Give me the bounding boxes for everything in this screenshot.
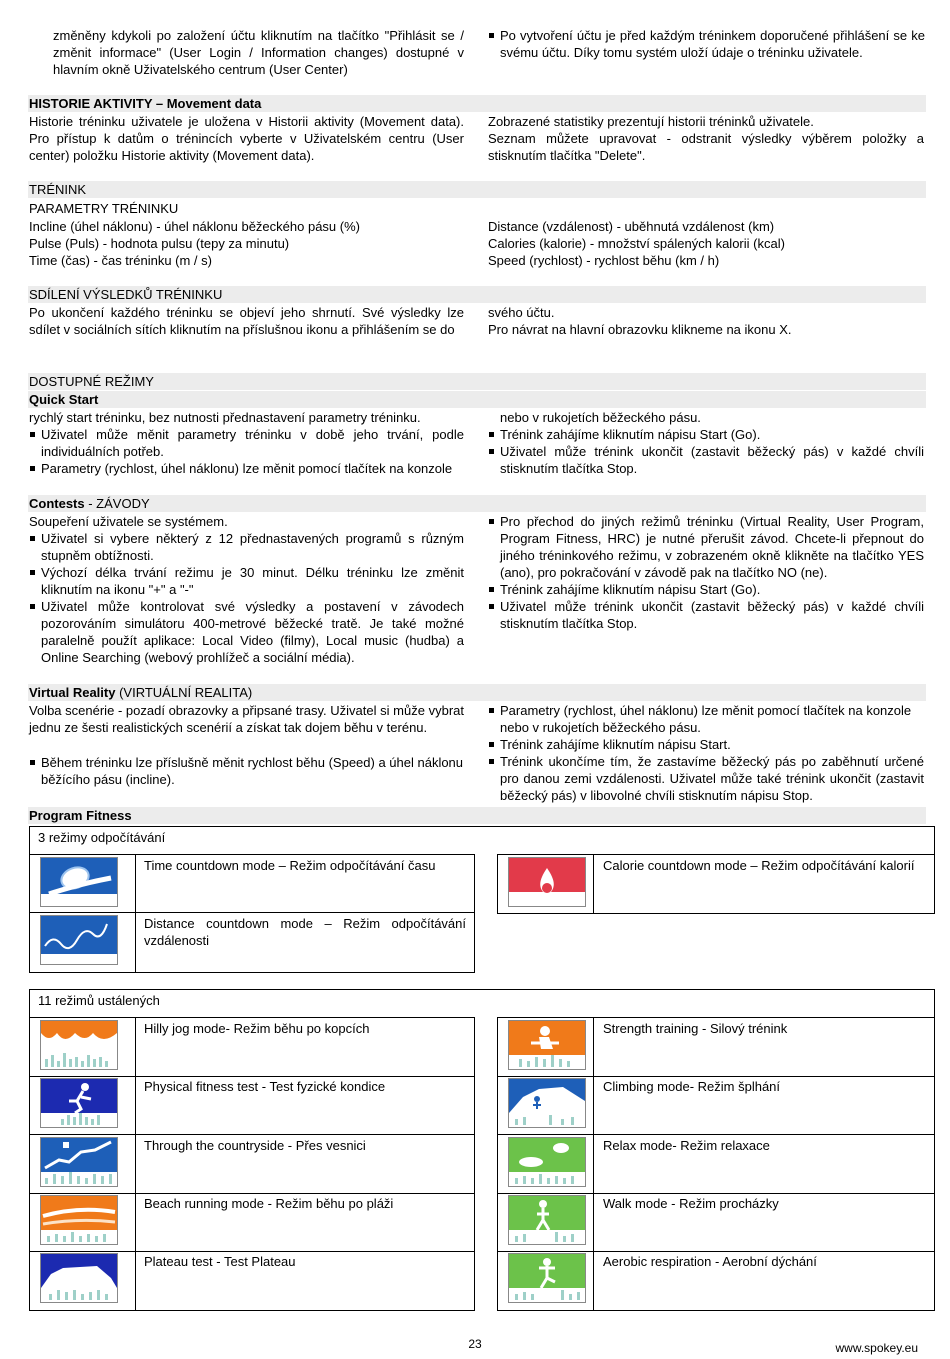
sharing-right-line1: svého účtu.: [488, 305, 555, 320]
steady-label: Relax mode- Režim relaxace: [603, 1138, 770, 1153]
modes-heading: DOSTUPNÉ REŽIMY: [29, 374, 154, 389]
list-item: Uživatel může trénink ukončit (zastavit běžecký pás) v každé chvíli stisknutím tlačítka Stop.: [500, 599, 924, 631]
section-bar: [28, 373, 926, 390]
history-heading: HISTORIE AKTIVITY – Movement data: [29, 96, 262, 111]
footer-site-link[interactable]: www.spokey.eu: [835, 1341, 918, 1355]
divider: [135, 1017, 136, 1310]
relax-icon: [508, 1137, 586, 1187]
list-item: Během tréninku lze příslušně měnit rychlost běhu (Speed) a úhel náklonu běžícího pásu (incline).: [41, 755, 464, 787]
list-item: Uživatel může měnit parametry tréninku v době jeho trvání, podle individuálních potřeb.: [41, 427, 464, 459]
contests-heading-bold: Contests: [29, 496, 85, 511]
list-item: Trénink zahájíme kliknutím nápisu Start.: [500, 736, 924, 753]
divider: [497, 1193, 934, 1194]
divider: [135, 854, 136, 972]
divider: [29, 1076, 474, 1077]
divider: [593, 1017, 594, 1310]
history-left-text: Historie tréninku uživatele je uložena v Historii aktivity (Movement data). Pro přístup k datům o trénincích vyberte v Uživatelském centru (User center) položku Historie aktivity (Movement data).: [29, 114, 464, 163]
section-bar: [28, 181, 926, 198]
steady-label: Plateau test - Test Plateau: [144, 1254, 296, 1269]
divider: [497, 1076, 934, 1077]
quick-start-heading: Quick Start: [29, 392, 99, 407]
training-params-heading: PARAMETRY TRÉNINKU: [29, 201, 179, 216]
training-left-list: [29, 218, 469, 269]
divider: [29, 1134, 474, 1135]
divider: [29, 912, 474, 913]
vr-heading-bold: Virtual Reality: [29, 685, 116, 700]
plateau-icon: [40, 1253, 118, 1303]
history-right-line1: Zobrazené statistiky prezentují historii tréninků uživatele.: [488, 114, 814, 129]
steady-label: Climbing mode- Režim šplhání: [603, 1079, 781, 1094]
param-item: Pulse (Puls) - hodnota pulsu (tepy za minutu): [29, 236, 290, 251]
steady-title: 11 režimů ustálených: [38, 993, 160, 1008]
divider: [497, 1134, 934, 1135]
contests-left-list: [29, 530, 464, 666]
page-number: 23: [468, 1337, 482, 1351]
stopwatch-icon: [40, 857, 118, 907]
vr-heading: [29, 684, 252, 701]
beach-icon: [40, 1195, 118, 1245]
contests-heading-rest: - ZÁVODY: [84, 496, 150, 511]
param-item: Incline (úhel náklonu) - úhel náklonu běžeckého pásu (%): [29, 219, 360, 234]
vr-heading-rest: (VIRTUÁLNÍ REALITA): [115, 685, 253, 700]
list-item: Uživatel si vybere některý z 12 přednastavených programů s různým stupněm obtížnosti.: [41, 531, 464, 563]
list-item: Trénink zahájíme kliknutím nápisu Start (Go).: [500, 426, 924, 443]
quick-left-list: [29, 426, 464, 477]
divider: [593, 854, 594, 913]
top-right-list: [488, 27, 925, 61]
param-item: Calories (kalorie) - množství spálených kalorii (kcal): [488, 236, 785, 251]
sharing-left-text: Po ukončení každého tréninku se objeví jeho shrnutí. Své výsledky lze sdílet v sociálních sítích kliknutím na příslušnou ikonu a přihlášením se do: [29, 305, 464, 337]
steady-label: Aerobic respiration - Aerobní dýchání: [603, 1254, 817, 1269]
history-right-line2: Seznam můžete upravovat - odstranit výsledky výběrem položky a stisknutím tlačítka "Delete".: [488, 131, 924, 163]
vr-right-list: [488, 702, 924, 804]
steady-label: Strength training - Silový trénink: [603, 1021, 788, 1036]
contests-heading: [29, 495, 150, 512]
countdown-label: Time countdown mode – Režim odpočítávání času: [144, 858, 436, 873]
section-bar: [28, 391, 926, 408]
quick-right-cont: nebo v rukojetích běžeckého pásu.: [500, 410, 701, 425]
steady-label: Through the countryside - Přes vesnici: [144, 1138, 366, 1153]
list-item: Trénink ukončíme tím, že zastavíme běžecký pás po zaběhnutí určené pro danou zemi vzdálenosti. Uživatel může také trénink ukončit (zastavit běžecký pás) v libovolné chvíli stisknutím nápisu Stop.: [500, 754, 924, 803]
param-item: Time (čas) - čas tréninku (m / s): [29, 253, 212, 268]
wave-icon: [40, 915, 118, 965]
contests-intro: Soupeření uživatele se systémem.: [29, 514, 228, 529]
top-left-text: změněny kdykoli po založení účtu kliknutím na tlačítko "Přihlásit se / změnit informace" (User Login / Information changes) dostupné v hlavním okně Uživatelského centrum (User Center): [53, 28, 464, 77]
countdown-title: 3 režimy odpočítávání: [38, 830, 166, 845]
hills-icon: [40, 1020, 118, 1070]
list-item: Výchozí délka trvání režimu je 30 minut. Délku tréninku lze změnit kliknutím na ikonu "+" a "-": [41, 565, 464, 597]
steady-label: Physical fitness test - Test fyzické kondice: [144, 1079, 386, 1094]
list-item: Po vytvoření účtu je před každým tréninkem doporučené přihlášení se ke svému účtu. Díky tomu systém uloží údaje o tréninku uživatele.: [500, 28, 925, 60]
divider: [29, 1193, 474, 1194]
climbing-icon: [508, 1078, 586, 1128]
section-bar: [28, 807, 926, 824]
list-item: Parametry (rychlost, úhel náklonu) lze měnit pomocí tlačítek na konzole: [41, 460, 464, 477]
steady-label: Beach running mode - Režim běhu po pláži: [144, 1196, 394, 1211]
param-item: Distance (vzdálenost) - uběhnutá vzdálenost (km): [488, 219, 775, 234]
steady-label: Walk mode - Režim procházky: [603, 1196, 779, 1211]
training-right-list: [488, 218, 928, 269]
aerobic-icon: [508, 1253, 586, 1303]
section-bar: [28, 495, 926, 512]
steady-label: Hilly jog mode- Režim běhu po kopcích: [144, 1021, 370, 1036]
sharing-heading: SDÍLENÍ VÝSLEDKŮ TRÉNINKU: [29, 287, 223, 302]
quick-right-list: [488, 426, 924, 477]
divider: [497, 1251, 934, 1252]
steady-header-box: [29, 989, 935, 1018]
list-item: Parametry (rychlost, úhel náklonu) lze měnit pomocí tlačítek na konzole nebo v rukojetích běžeckého pásu.: [500, 702, 924, 736]
list-item: Uživatel může trénink ukončit (zastavit běžecký pás) v každé chvíli stisknutím tlačítka Stop.: [500, 444, 924, 476]
quick-intro: rychlý start tréninku, bez nutnosti přednastavení parametry tréninku.: [29, 410, 421, 425]
list-item: Uživatel může kontrolovat své výsledky a postavení v závodech pozorováním simulátoru 400-metrové běžecké tratě. Je také možné paralelně použít aplikace: Local Video (filmy), Local music (hudba) a Online Searching (webový prohlížeč a sociální média).: [41, 599, 464, 665]
training-heading: TRÉNINK: [29, 182, 87, 197]
program-fitness-heading: Program Fitness: [29, 808, 132, 823]
vr-left-list: [29, 754, 464, 788]
vr-intro: Volba scenérie - pozadí obrazovky a připsané trasy. Uživatel si může vybrat jednu ze šesti realistických scenérií a získat tak dojem běhu v terénu.: [29, 703, 464, 735]
countdown-label: Distance countdown mode – Režim odpočítávání vzdálenosti: [144, 916, 466, 948]
param-item: Speed (rychlost) - rychlost běhu (km / h): [488, 253, 720, 268]
strength-icon: [508, 1020, 586, 1070]
list-item: Pro přechod do jiných režimů tréninku (Virtual Reality, User Program, Program Fitness, HRC) je nutné přerušit závod. Chcete-li přepnout do jiného tréninkového režimu, v zobrazeném okně klikněte na tlačítko YES (ano), pro pokračování v závodě pak na tlačítko NO (ne).: [500, 514, 924, 580]
sharing-right-line2: Pro návrat na hlavní obrazovku klikneme na ikonu X.: [488, 322, 792, 337]
countdown-label: Calorie countdown mode – Režim odpočítávání kalorií: [603, 858, 915, 873]
divider: [29, 1251, 474, 1252]
walk-icon: [508, 1195, 586, 1245]
flame-icon: [508, 857, 586, 907]
list-item: Trénink zahájíme kliknutím nápisu Start (Go).: [500, 581, 924, 598]
countryside-icon: [40, 1137, 118, 1187]
contests-right-list: [488, 513, 924, 632]
runner-icon: [40, 1078, 118, 1128]
